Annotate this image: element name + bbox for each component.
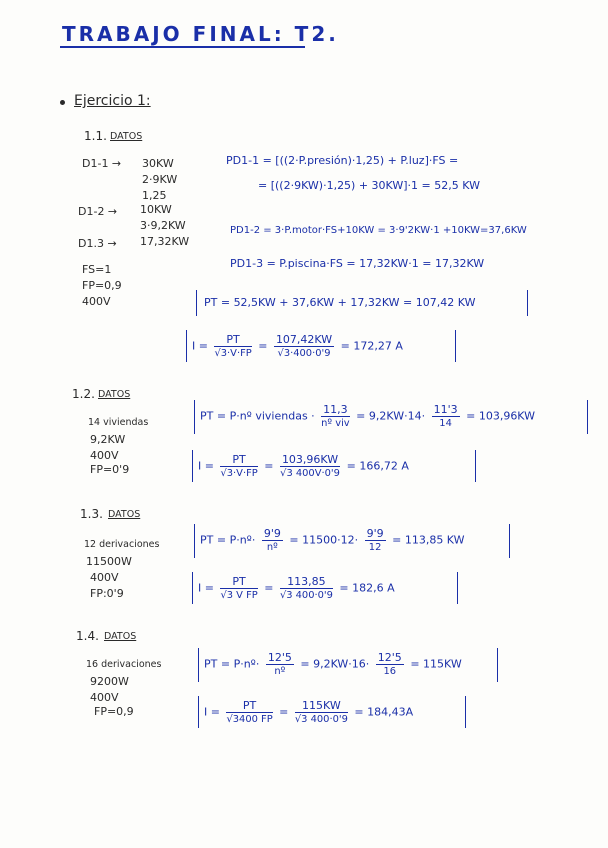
fraction-numerator: 107,42KW	[275, 333, 333, 346]
data-value: 400V	[90, 571, 119, 584]
fraction-numerator: 9'9	[366, 527, 384, 540]
formula-pd1: PD1-1 = [((2·P.presión)·1,25) + P.luz]·FS =	[226, 154, 459, 167]
current-result: = 166,72 A	[346, 459, 409, 473]
data-value: 400V	[90, 691, 119, 704]
fraction-numerator: PT	[220, 576, 257, 589]
section-number: 1.1.	[84, 129, 107, 143]
data-value: 12 derivaciones	[84, 539, 160, 550]
exercise-heading: Ejercicio 1:	[74, 93, 151, 109]
pt-result: = 113,85 KW	[392, 533, 465, 547]
formula-pd1-result: = [((2·9KW)·1,25) + 30KW]·1 = 52,5 KW	[258, 179, 480, 192]
fraction-denominator: √3 400V·0'9	[280, 468, 340, 479]
data-value: FP=0'9	[90, 463, 130, 476]
data-value: 1,25	[142, 189, 167, 202]
fraction-numerator: 103,96KW	[281, 453, 339, 466]
data-value: 30KW	[142, 157, 174, 170]
data-value: 3·9,2KW	[140, 219, 186, 232]
fraction-numerator: PT	[226, 700, 272, 713]
fraction-denominator: 14	[439, 418, 452, 429]
datos-heading: DATOS	[110, 131, 143, 142]
pt-result: = 103,96KW	[466, 409, 536, 423]
current-lhs: I =	[198, 459, 214, 473]
fraction-numerator: 9'9	[263, 527, 281, 540]
current-lhs: I =	[192, 339, 208, 353]
data-value: FP:0'9	[90, 587, 124, 600]
fraction-denominator: nº	[266, 542, 278, 553]
fraction-denominator: √3 400·0'9	[279, 590, 333, 601]
current-result: = 184,43A	[354, 705, 414, 719]
formula-pd2: PD1-2 = 3·P.motor·FS+10KW = 3·9'2KW·1 +10KW=37,6KW	[230, 225, 527, 236]
current-result: = 172,27 A	[340, 339, 403, 353]
formula-pt	[204, 652, 462, 677]
data-value: 400V	[90, 449, 119, 462]
data-value: 9200W	[90, 675, 129, 688]
formula-current: I = $\frac{PT}{\text{√3 V FP}}$ = $\frac{113,85}{√3 400\cdot 0'9}$ = 182,6 A	[198, 575, 395, 601]
data-value: 10KW	[140, 203, 172, 216]
section-number: 1.3.	[80, 507, 103, 521]
fraction-denominator: nº viv	[321, 418, 350, 429]
section-number: 1.4.	[76, 629, 99, 643]
section-number: 1.2.	[72, 387, 95, 401]
pt-lhs: PT = P·nº·	[204, 657, 260, 671]
data-value: 9,2KW	[90, 433, 126, 446]
fraction-denominator: 16	[383, 666, 397, 677]
equals: =	[258, 339, 268, 353]
current-result: = 182,6 A	[339, 581, 395, 595]
fraction-numerator: PT	[220, 454, 257, 467]
page-title: TRABAJO FINAL: T2.	[62, 22, 339, 46]
fraction-denominator: √3 400·0'9	[294, 714, 348, 725]
data-value: 400V	[82, 295, 111, 308]
data-value: 14 viviendas	[88, 417, 149, 428]
formula-pt	[200, 404, 535, 429]
formula-pd3: PD1-3 = P.piscina·FS = 17,32KW·1 = 17,32KW	[230, 257, 485, 270]
datos-heading: DATOS	[108, 509, 141, 520]
data-value: FS=1	[82, 263, 112, 276]
fraction-numerator: 113,85	[280, 576, 333, 589]
fraction-denominator: √3·V·FP	[214, 348, 252, 359]
fraction-numerator: 12'5	[377, 651, 402, 664]
datos-heading: DATOS	[98, 389, 131, 400]
pt-lhs: PT = P·nº·	[200, 533, 256, 547]
fraction-denominator: 12	[368, 542, 382, 553]
fraction-numerator: 11'3	[433, 403, 458, 416]
formula-pt	[200, 528, 465, 553]
fraction-denominator: √3400 FP	[226, 714, 273, 725]
fraction-numerator: 12'5	[267, 651, 292, 664]
pt-middle: = 9,2KW·14·	[356, 409, 426, 423]
data-label: D1.3 →	[78, 237, 117, 250]
fraction-numerator: 115KW	[295, 700, 348, 713]
bullet-icon	[60, 100, 65, 105]
data-value: 16 derivaciones	[86, 659, 162, 670]
formula-current: I = $\frac{PT}{√3400 FP}$ = $\frac{115KW}{√3 400\cdot 0'9}$ = 184,43A	[204, 699, 414, 725]
data-value: 17,32KW	[140, 235, 190, 248]
fraction-denominator: nº	[274, 666, 286, 677]
formula-pt: PT = 52,5KW + 37,6KW + 17,32KW = 107,42 KW	[204, 296, 476, 309]
fraction-denominator: √3 V FP	[220, 590, 258, 601]
current-lhs: I =	[198, 581, 214, 595]
pt-middle: = 11500·12·	[289, 533, 359, 547]
fraction-denominator: √3·400·0'9	[277, 348, 331, 359]
current-lhs: I =	[204, 705, 220, 719]
formula-current: I = $\frac{PT}{√3\cdot V\cdot FP}$ = $\frac{103,96KW}{√3 400V\cdot 0'9}$ = 166,72 A	[198, 453, 409, 479]
datos-heading: DATOS	[104, 631, 137, 642]
data-value: FP=0,9	[94, 705, 134, 718]
data-value: FP=0,9	[82, 279, 122, 292]
fraction-numerator: 11,3	[323, 403, 348, 416]
data-value: 2·9KW	[142, 173, 178, 186]
fraction-numerator: PT	[214, 334, 251, 347]
data-label: D1-2 →	[78, 205, 118, 218]
data-label: D1-1 →	[82, 157, 122, 170]
fraction-denominator: √3·V·FP	[220, 468, 258, 479]
data-value: 11500W	[86, 555, 132, 568]
pt-result: = 115KW	[410, 657, 462, 671]
formula-current	[192, 334, 403, 359]
pt-middle: = 9,2KW·16·	[300, 657, 370, 671]
title-underline	[60, 46, 305, 48]
pt-lhs: PT = P·nº viviendas ·	[200, 409, 315, 423]
